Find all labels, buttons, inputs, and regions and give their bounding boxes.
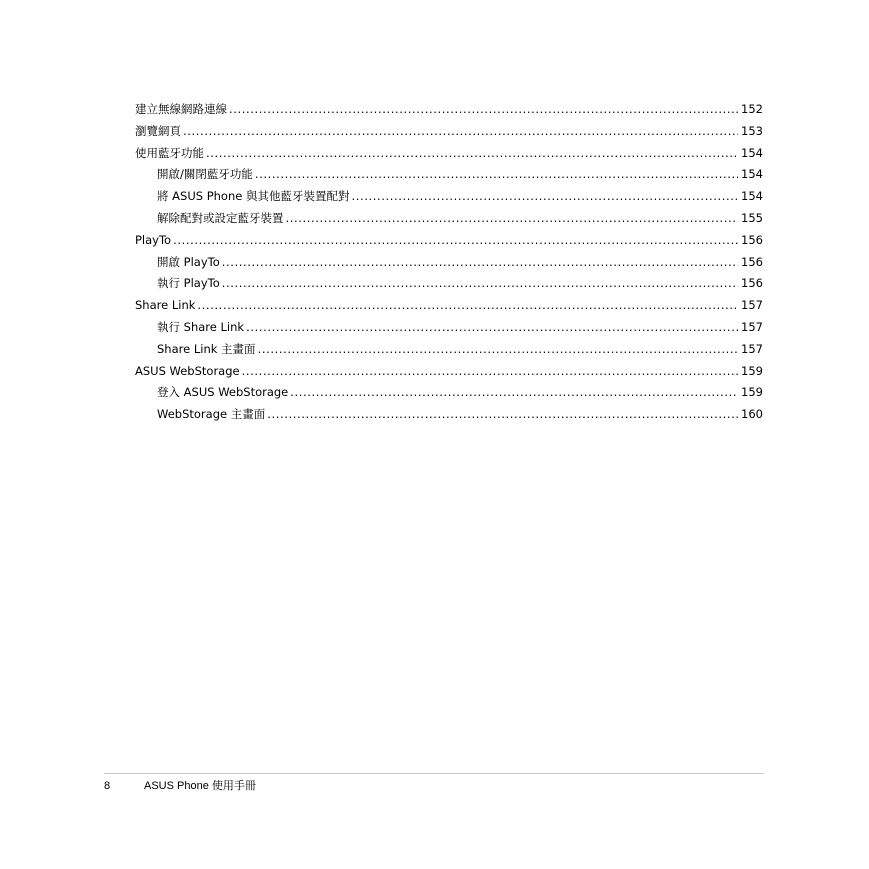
- toc-entry[interactable]: [135, 143, 763, 165]
- toc-dot-leader: [255, 164, 738, 186]
- toc-entry-page: 157: [741, 319, 763, 334]
- toc-dot-leader: [246, 317, 738, 339]
- toc-subentry[interactable]: [135, 339, 763, 361]
- toc-entry-page: 153: [741, 123, 763, 138]
- toc-entry-page: 159: [741, 363, 763, 378]
- toc-entry-title: 解除配對或設定藍牙裝置: [157, 210, 284, 225]
- toc-dot-leader: [183, 121, 738, 143]
- toc-entry[interactable]: [135, 361, 763, 383]
- toc-entry-page: 159: [741, 385, 763, 400]
- toc-entry[interactable]: [135, 230, 763, 252]
- page-footer: [104, 779, 256, 793]
- toc-entry[interactable]: [135, 99, 763, 121]
- toc-subentry[interactable]: [135, 252, 763, 274]
- toc-entry-page: 157: [741, 298, 763, 313]
- toc-entry-title: 開啟/關閉藍牙功能: [157, 167, 253, 182]
- toc-entry-title: 執行 PlayTo: [157, 276, 220, 291]
- toc-subentry[interactable]: [135, 164, 763, 186]
- toc-entry-page: 155: [741, 210, 763, 225]
- toc-subentry[interactable]: [135, 404, 763, 426]
- toc-subentry[interactable]: [135, 382, 763, 404]
- toc-dot-leader: [229, 99, 738, 121]
- toc-entry-page: 154: [741, 145, 763, 160]
- toc-dot-leader: [290, 382, 738, 404]
- toc-entry-title: Share Link 主畫面: [157, 341, 256, 356]
- toc-dot-leader: [197, 295, 738, 317]
- table-of-contents: [135, 99, 763, 426]
- toc-entry-title: ASUS WebStorage: [135, 363, 240, 378]
- toc-entry-page: 156: [741, 232, 763, 247]
- toc-entry-title: 開啟 PlayTo: [157, 254, 220, 269]
- toc-entry-title: 執行 Share Link: [157, 319, 245, 334]
- toc-subentry[interactable]: [135, 317, 763, 339]
- toc-entry-page: 156: [741, 254, 763, 269]
- toc-entry-title: Share Link: [135, 298, 196, 313]
- toc-entry[interactable]: [135, 295, 763, 317]
- toc-subentry[interactable]: [135, 186, 763, 208]
- toc-dot-leader: [258, 339, 738, 361]
- toc-entry-page: 154: [741, 189, 763, 204]
- toc-entry-page: 152: [741, 102, 763, 116]
- toc-entry-title: 登入 ASUS WebStorage: [157, 385, 289, 400]
- toc-dot-leader: [242, 361, 738, 383]
- footer-manual-title: ASUS Phone 使用手冊: [144, 780, 256, 792]
- toc-dot-leader: [286, 208, 739, 230]
- toc-dot-leader: [351, 186, 738, 208]
- toc-entry-title: PlayTo: [135, 232, 172, 247]
- footer-page-number: 8: [104, 780, 111, 792]
- footer-divider: [104, 773, 764, 774]
- toc-entry-title: 瀏覽網頁: [135, 123, 181, 138]
- toc-dot-leader: [222, 252, 738, 274]
- toc-entry-page: 156: [741, 276, 763, 291]
- toc-dot-leader: [173, 230, 738, 252]
- toc-entry[interactable]: [135, 121, 763, 143]
- toc-entry-page: 160: [741, 407, 763, 422]
- toc-subentry[interactable]: [135, 273, 763, 295]
- toc-entry-page: 157: [741, 341, 763, 356]
- toc-dot-leader: [222, 273, 738, 295]
- toc-entry-title: 建立無線網路連線: [135, 102, 227, 116]
- toc-entry-title: 將 ASUS Phone 與其他藍牙裝置配對: [157, 189, 350, 204]
- toc-entry-title: WebStorage 主畫面: [157, 407, 266, 422]
- toc-dot-leader: [267, 404, 738, 426]
- toc-entry-title: 使用藍牙功能: [135, 145, 204, 160]
- toc-entry-page: 154: [741, 167, 763, 182]
- toc-subentry[interactable]: [135, 208, 763, 230]
- toc-dot-leader: [206, 143, 738, 165]
